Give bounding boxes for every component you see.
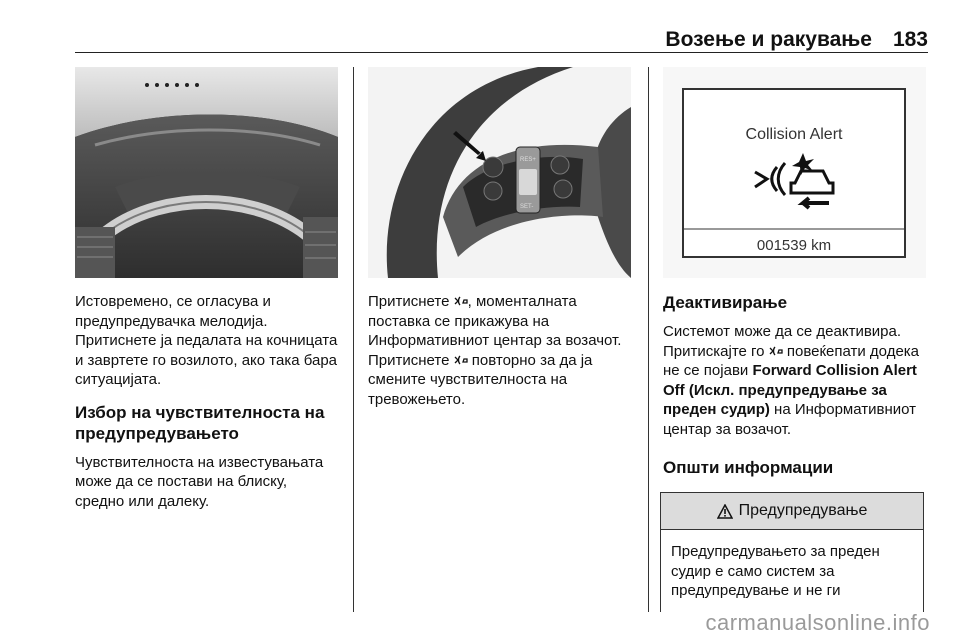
text-change-sensitivity: повторно за да ја смените чувствителноста на тревожењето. (368, 351, 593, 408)
column-divider-1 (353, 67, 354, 612)
warning-body: Предупредувањето за преден судир е само систем за предупредување и не ги (671, 543, 880, 599)
warning-box (660, 492, 924, 612)
paragraph-driver-action: Истовремено, се огласува и предупредувачка мелодија. Притиснете ја педалата на кочницата и завртете го возилото, ако така бара ситуацијата. (75, 293, 338, 388)
running-title: Возење и ракување (665, 28, 872, 51)
res-button-label: RES+ (520, 157, 536, 163)
heading-sensitivity: Избор на чувствителноста на предупредувањето (75, 402, 325, 443)
text-press: Притиснете (368, 293, 450, 310)
text-forward-collision-alert-off: Forward Collision Alert Off (Искл. предупредување за преден судир) (663, 362, 917, 418)
display-title: Collision Alert (745, 126, 843, 143)
warning-triangle-icon (717, 504, 733, 519)
vehicle-distance-icon (454, 295, 468, 307)
text-system-can-be-deactivated: Системот може да се деактивира. Притискајте го (663, 323, 902, 360)
vehicle-distance-icon-2 (454, 354, 468, 366)
warning-title: Предупредување (738, 502, 868, 519)
steering-wheel-illustration (368, 67, 631, 278)
paragraph-sensitivity: Чувствителноста на известувањата може да се постави на блиску, средно или далеку. (75, 453, 324, 510)
paragraph-press-button (368, 292, 633, 409)
heading-general-info: Општи информации (663, 458, 834, 477)
column-divider-2 (648, 67, 649, 612)
text-repeatedly-until: повеќепати додека не се појави (663, 342, 920, 379)
page-number: 183 (892, 28, 928, 51)
dashboard-illustration (75, 67, 338, 278)
display-odometer: 001539 km (756, 237, 832, 254)
column-1-text (75, 292, 340, 511)
column-3-text (663, 292, 925, 478)
heading-deactivation: Деактивирање (663, 293, 788, 312)
header-rule (75, 52, 928, 53)
warning-header (661, 493, 923, 530)
set-button-label: SET- (520, 204, 534, 210)
watermark: carmanualsonline.info (705, 610, 930, 635)
column-2-text (368, 292, 633, 409)
vehicle-distance-icon-3 (769, 345, 783, 357)
collision-alert-display (663, 67, 926, 278)
text-on-dic: на Информативниот центар за возачот. (663, 401, 917, 438)
text-current-setting: , моменталната поставка се прикажува на Информативниот центар за возачот. Притиснете (368, 293, 622, 369)
paragraph-deactivation (663, 322, 925, 439)
